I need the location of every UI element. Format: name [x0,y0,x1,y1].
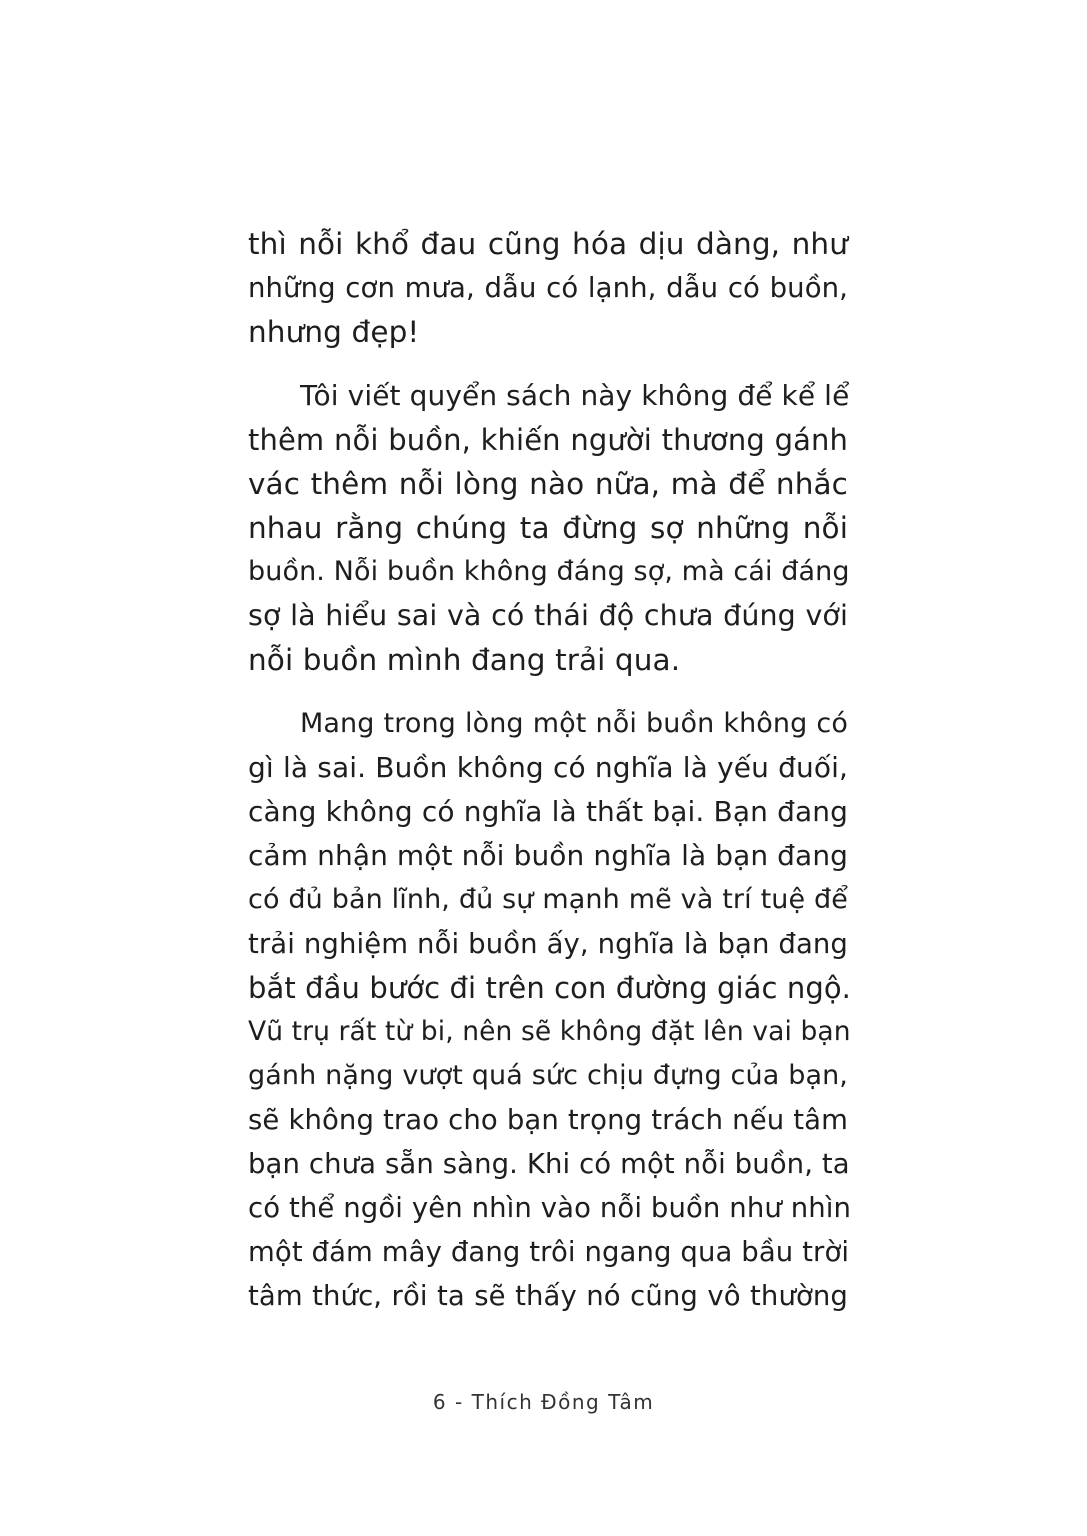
text-line: bắt đầu bước đi trên con đường giác ngộ. [248,971,851,1005]
text-line: một đám mây đang trôi ngang qua bầu trời [248,1236,850,1268]
text-line: bạn chưa sẵn sàng. Khi có một nỗi buồn, ta [248,1148,850,1180]
text-line: Tôi viết quyển sách này không để kể lể [300,379,850,412]
text-line: Mang trong lòng một nỗi buồn không có [300,708,848,739]
text-line: buồn. Nỗi buồn không đáng sợ, mà cái đáng [248,556,850,587]
paragraph-spacer [248,354,848,374]
text-line: trải nghiệm nỗi buồn ấy, nghĩa là bạn đang [248,928,848,960]
paragraph [248,702,852,1318]
paragraph [248,374,848,682]
text-line: gì là sai. Buồn không có nghĩa là yếu đuối, [248,751,848,784]
text-line: nỗi buồn mình đang trải qua. [248,643,681,677]
text-line: gánh nặng vượt quá sức chịu đựng của bạn, [248,1060,848,1091]
text-line: thì nỗi khổ đau cũng hóa dịu dàng, như [248,227,848,261]
body-text [248,222,852,1318]
page-footer [0,1390,1087,1414]
running-author: - Thích Đồng Tâm [455,1390,655,1414]
paragraph [248,222,848,354]
text-line: nhưng đẹp! [248,315,420,349]
text-line: cảm nhận một nỗi buồn nghĩa là bạn đang [248,839,849,872]
text-line: sẽ không trao cho bạn trọng trách nếu tâm [248,1104,848,1136]
text-line: thêm nỗi buồn, khiến người thương gánh [248,423,848,457]
text-line: sợ là hiểu sai và có thái độ chưa đúng với [248,599,848,632]
text-line: càng không có nghĩa là thất bại. Bạn đang [248,795,848,828]
text-line: Vũ trụ rất từ bi, nên sẽ không đặt lên vai bạn [248,1016,851,1047]
text-line: nhau rằng chúng ta đừng sợ những nỗi [248,511,848,545]
paragraph-spacer [248,682,848,702]
text-line: tâm thức, rồi ta sẽ thấy nó cũng vô thường [248,1280,848,1312]
page-number: 6 [432,1390,448,1414]
text-line: có đủ bản lĩnh, đủ sự mạnh mẽ và trí tuệ để [248,884,848,915]
text-line: vác thêm nỗi lòng nào nữa, mà để nhắc [248,467,848,501]
text-line: có thể ngồi yên nhìn vào nỗi buồn như nhìn [248,1192,852,1224]
text-line: những cơn mưa, dẫu có lạnh, dẫu có buồn, [248,272,848,304]
